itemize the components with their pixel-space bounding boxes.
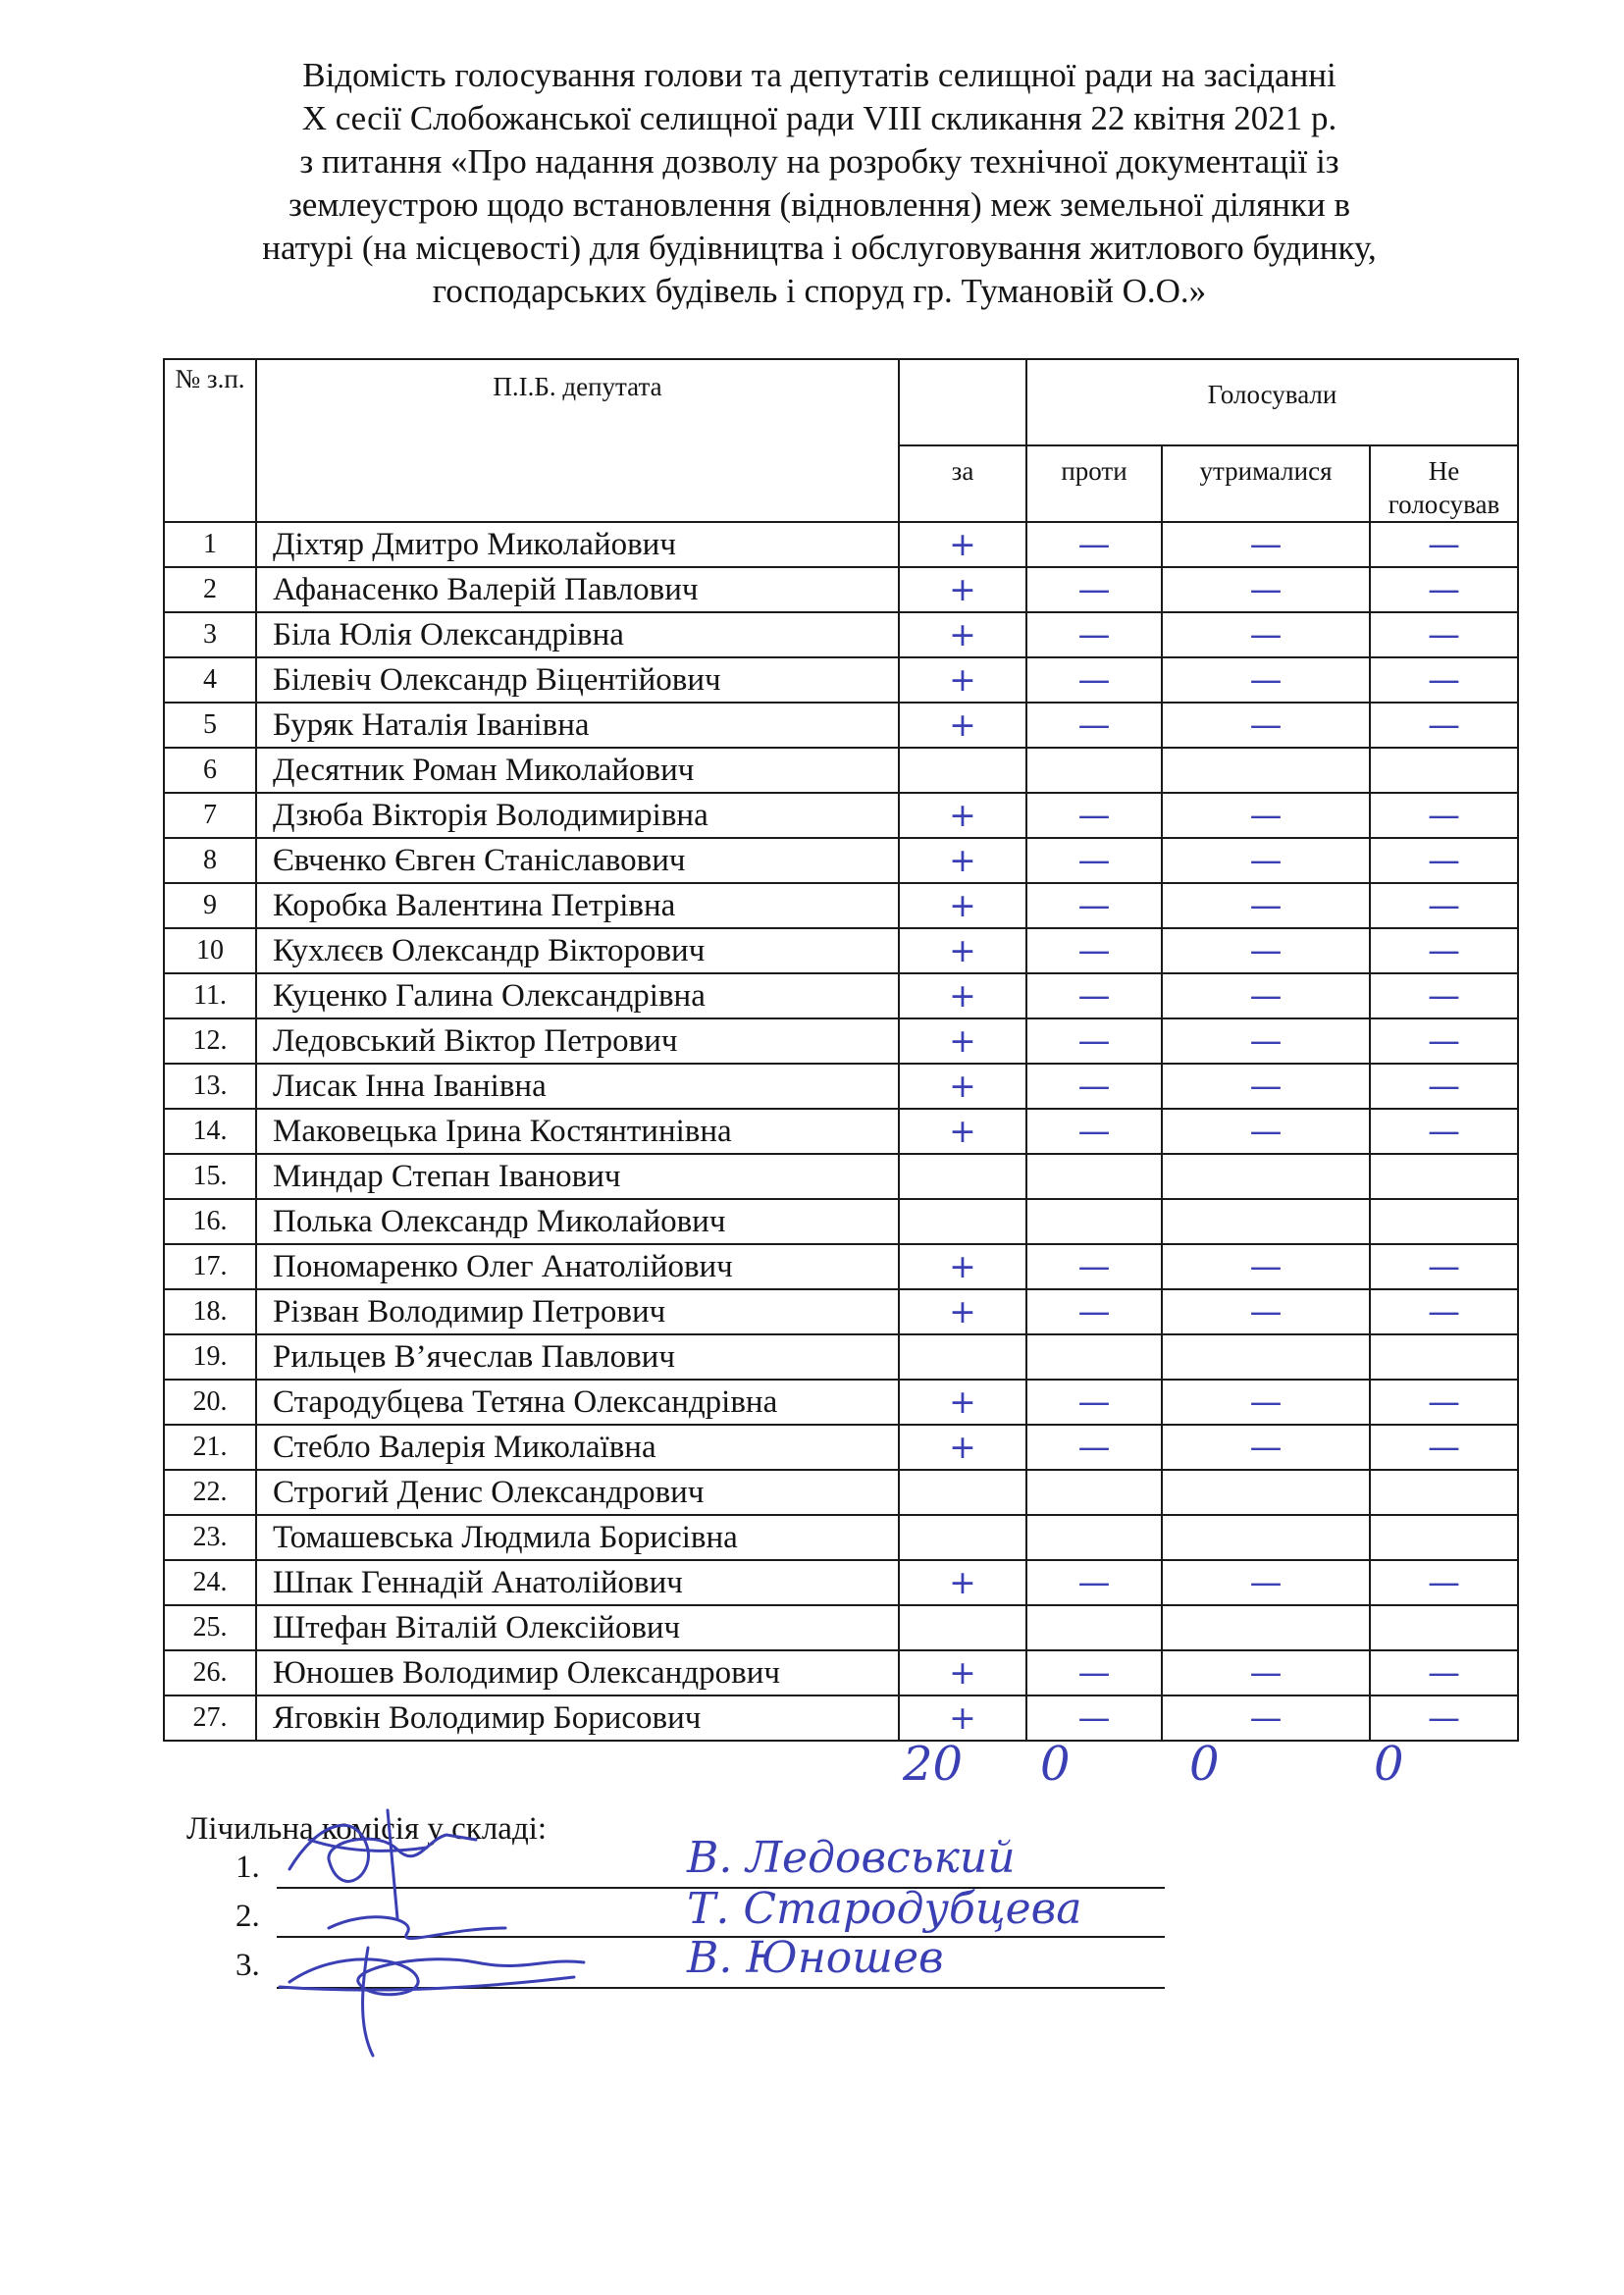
header-num: № з.п.: [164, 359, 256, 522]
header-utrymalysia: утрималися: [1162, 445, 1370, 522]
vote-utrymalysia: —: [1162, 973, 1370, 1018]
vote-proty: —: [1026, 838, 1162, 883]
header-name: П.І.Б. депутата: [256, 359, 899, 522]
vote-utrymalysia: —: [1162, 1018, 1370, 1064]
row-number: 23.: [164, 1515, 256, 1560]
header-proty: проти: [1026, 445, 1162, 522]
row-number: 1: [164, 522, 256, 567]
table-row: [164, 1244, 1518, 1289]
deputy-name: Штефан Віталій Олексійович: [256, 1605, 899, 1650]
row-number: 16.: [164, 1199, 256, 1244]
vote-proty: —: [1026, 1244, 1162, 1289]
vote-ne-holosuvav: [1370, 1199, 1518, 1244]
table-row: [164, 1515, 1518, 1560]
vote-ne-holosuvav: [1370, 1515, 1518, 1560]
deputy-name: Стародубцева Тетяна Олександрівна: [256, 1380, 899, 1425]
vote-utrymalysia: —: [1162, 1560, 1370, 1605]
commission-member-1-name: В. Ледовський: [687, 1833, 1016, 1883]
vote-za: +: [899, 928, 1026, 973]
vote-proty: [1026, 1154, 1162, 1199]
vote-utrymalysia: —: [1162, 1695, 1370, 1741]
deputy-name: Білевіч Олександр Віцентійович: [256, 657, 899, 703]
vote-za: [899, 1334, 1026, 1380]
row-number: 2: [164, 567, 256, 612]
table-row: [164, 928, 1518, 973]
vote-proty: [1026, 1605, 1162, 1650]
vote-ne-holosuvav: [1370, 1334, 1518, 1380]
vote-utrymalysia: —: [1162, 522, 1370, 567]
vote-utrymalysia: —: [1162, 1425, 1370, 1470]
table-row: [164, 838, 1518, 883]
deputy-name: Дзюба Вікторія Володимирівна: [256, 793, 899, 838]
total-za: 20: [903, 1737, 964, 1792]
vote-proty: —: [1026, 612, 1162, 657]
vote-za: +: [899, 1109, 1026, 1154]
vote-za: +: [899, 1650, 1026, 1695]
vote-utrymalysia: —: [1162, 657, 1370, 703]
vote-ne-holosuvav: —: [1370, 1695, 1518, 1741]
vote-proty: —: [1026, 1695, 1162, 1741]
header-ne-holosuvav: Не голосував: [1370, 445, 1518, 522]
vote-utrymalysia: [1162, 1199, 1370, 1244]
row-number: 24.: [164, 1560, 256, 1605]
vote-ne-holosuvav: —: [1370, 1650, 1518, 1695]
vote-ne-holosuvav: —: [1370, 973, 1518, 1018]
vote-za: +: [899, 1064, 1026, 1109]
deputy-name: Стебло Валерія Миколаївна: [256, 1425, 899, 1470]
table-row: [164, 567, 1518, 612]
vote-za: +: [899, 1695, 1026, 1741]
vote-proty: —: [1026, 1425, 1162, 1470]
vote-proty: —: [1026, 1560, 1162, 1605]
deputy-name: Буряк Наталія Іванівна: [256, 703, 899, 748]
deputy-name: Різван Володимир Петрович: [256, 1289, 899, 1334]
vote-utrymalysia: —: [1162, 567, 1370, 612]
table-row: [164, 1605, 1518, 1650]
table-row: [164, 1470, 1518, 1515]
row-number: 14.: [164, 1109, 256, 1154]
table-row: [164, 1695, 1518, 1741]
vote-utrymalysia: —: [1162, 883, 1370, 928]
document-header: [147, 54, 1492, 313]
deputy-name: Пономаренко Олег Анатолійович: [256, 1244, 899, 1289]
vote-utrymalysia: —: [1162, 1109, 1370, 1154]
total-ne-holosuvav: 0: [1374, 1737, 1404, 1792]
table-row: [164, 1425, 1518, 1470]
header-empty-za-top: [899, 359, 1026, 445]
vote-za: [899, 1154, 1026, 1199]
table-row: [164, 793, 1518, 838]
deputy-name: Полька Олександр Миколайович: [256, 1199, 899, 1244]
row-number: 10: [164, 928, 256, 973]
header-line-4: землеустрою щодо встановлення (відновлення) меж земельної ділянки в: [288, 185, 1351, 224]
vote-proty: —: [1026, 883, 1162, 928]
table-row: [164, 883, 1518, 928]
deputy-name: Біла Юлія Олександрівна: [256, 612, 899, 657]
deputy-name: Томашевська Людмила Борисівна: [256, 1515, 899, 1560]
table-row: [164, 612, 1518, 657]
vote-za: [899, 748, 1026, 793]
deputy-name: Строгий Денис Олександрович: [256, 1470, 899, 1515]
vote-proty: [1026, 1199, 1162, 1244]
vote-ne-holosuvav: —: [1370, 928, 1518, 973]
row-number: 21.: [164, 1425, 256, 1470]
table-row: [164, 1334, 1518, 1380]
vote-proty: [1026, 1515, 1162, 1560]
deputy-name: Ледовський Віктор Петрович: [256, 1018, 899, 1064]
vote-za: [899, 1605, 1026, 1650]
vote-ne-holosuvav: —: [1370, 838, 1518, 883]
vote-proty: —: [1026, 1380, 1162, 1425]
vote-proty: —: [1026, 1018, 1162, 1064]
vote-proty: —: [1026, 1064, 1162, 1109]
vote-proty: [1026, 1470, 1162, 1515]
vote-proty: —: [1026, 703, 1162, 748]
row-number: 13.: [164, 1064, 256, 1109]
row-number: 7: [164, 793, 256, 838]
deputy-name: Юношев Володимир Олександрович: [256, 1650, 899, 1695]
header-line-1: Відомість голосування голови та депутатів селищної ради на засіданні: [302, 56, 1336, 94]
table-row: [164, 657, 1518, 703]
voting-table: [163, 358, 1519, 1742]
vote-ne-holosuvav: —: [1370, 703, 1518, 748]
row-number: 22.: [164, 1470, 256, 1515]
commission-member-3-name: В. Юношев: [687, 1933, 944, 1983]
vote-utrymalysia: —: [1162, 1064, 1370, 1109]
row-number: 15.: [164, 1154, 256, 1199]
header-voted: Голосували: [1026, 359, 1518, 445]
table-row: [164, 1650, 1518, 1695]
vote-ne-holosuvav: [1370, 1470, 1518, 1515]
table-row: [164, 1560, 1518, 1605]
vote-za: +: [899, 522, 1026, 567]
vote-ne-holosuvav: —: [1370, 1560, 1518, 1605]
vote-ne-holosuvav: —: [1370, 1289, 1518, 1334]
vote-ne-holosuvav: —: [1370, 1380, 1518, 1425]
vote-ne-holosuvav: —: [1370, 522, 1518, 567]
row-number: 9: [164, 883, 256, 928]
deputy-name: Куценко Галина Олександрівна: [256, 973, 899, 1018]
table-row: [164, 703, 1518, 748]
vote-utrymalysia: —: [1162, 838, 1370, 883]
vote-za: +: [899, 612, 1026, 657]
header-line-3: з питання «Про надання дозволу на розробку технічної документації із: [299, 142, 1339, 181]
vote-proty: —: [1026, 522, 1162, 567]
vote-ne-holosuvav: —: [1370, 1244, 1518, 1289]
vote-proty: —: [1026, 657, 1162, 703]
vote-za: +: [899, 1289, 1026, 1334]
row-number: 19.: [164, 1334, 256, 1380]
vote-za: [899, 1199, 1026, 1244]
deputy-name: Кухлєєв Олександр Вікторович: [256, 928, 899, 973]
vote-ne-holosuvav: —: [1370, 1018, 1518, 1064]
vote-za: +: [899, 703, 1026, 748]
vote-ne-holosuvav: —: [1370, 883, 1518, 928]
handwritten-signatures: [250, 1781, 662, 2065]
table-row: [164, 1064, 1518, 1109]
row-number: 8: [164, 838, 256, 883]
table-row: [164, 973, 1518, 1018]
table-row: [164, 522, 1518, 567]
row-number: 11.: [164, 973, 256, 1018]
vote-utrymalysia: [1162, 1515, 1370, 1560]
deputy-name: Діхтяр Дмитро Миколайович: [256, 522, 899, 567]
vote-za: +: [899, 1425, 1026, 1470]
vote-utrymalysia: —: [1162, 1650, 1370, 1695]
vote-utrymalysia: —: [1162, 793, 1370, 838]
vote-utrymalysia: —: [1162, 612, 1370, 657]
table-row: [164, 748, 1518, 793]
vote-za: +: [899, 657, 1026, 703]
row-number: 17.: [164, 1244, 256, 1289]
vote-za: [899, 1470, 1026, 1515]
vote-proty: —: [1026, 1109, 1162, 1154]
vote-proty: —: [1026, 793, 1162, 838]
header-line-6: господарських будівель і споруд гр. Тумановій О.О.»: [432, 272, 1207, 310]
vote-utrymalysia: —: [1162, 703, 1370, 748]
commission-label: Лічильна комісія у складі:: [186, 1811, 548, 1847]
deputy-name: Миндар Степан Іванович: [256, 1154, 899, 1199]
vote-za: [899, 1515, 1026, 1560]
deputy-name: Шпак Геннадій Анатолійович: [256, 1560, 899, 1605]
vote-za: +: [899, 1560, 1026, 1605]
vote-utrymalysia: [1162, 1605, 1370, 1650]
vote-ne-holosuvav: [1370, 748, 1518, 793]
vote-za: +: [899, 1244, 1026, 1289]
row-number: 26.: [164, 1650, 256, 1695]
vote-za: +: [899, 793, 1026, 838]
vote-utrymalysia: —: [1162, 1244, 1370, 1289]
vote-ne-holosuvav: —: [1370, 567, 1518, 612]
vote-za: +: [899, 1018, 1026, 1064]
row-number: 4: [164, 657, 256, 703]
commission-member-3-num: 3.: [236, 1948, 260, 1983]
deputy-name: Коробка Валентина Петрівна: [256, 883, 899, 928]
vote-proty: —: [1026, 928, 1162, 973]
deputy-name: Рильцев В’ячеслав Павлович: [256, 1334, 899, 1380]
vote-ne-holosuvav: —: [1370, 1109, 1518, 1154]
deputy-name: Яговкін Володимир Борисович: [256, 1695, 899, 1741]
vote-proty: [1026, 748, 1162, 793]
commission-member-2-name: Т. Стародубцева: [687, 1884, 1082, 1934]
total-utrymalysia: 0: [1189, 1737, 1220, 1792]
vote-ne-holosuvav: —: [1370, 1064, 1518, 1109]
header-za: за: [899, 445, 1026, 522]
deputy-name: Десятник Роман Миколайович: [256, 748, 899, 793]
vote-za: +: [899, 838, 1026, 883]
vote-ne-holosuvav: —: [1370, 657, 1518, 703]
row-number: 5: [164, 703, 256, 748]
vote-proty: —: [1026, 567, 1162, 612]
row-number: 25.: [164, 1605, 256, 1650]
row-number: 20.: [164, 1380, 256, 1425]
table-row: [164, 1199, 1518, 1244]
vote-utrymalysia: [1162, 1470, 1370, 1515]
vote-ne-holosuvav: —: [1370, 793, 1518, 838]
header-line-2: X сесії Слобожанської селищної ради VIII скликання 22 квітня 2021 р.: [301, 99, 1337, 137]
vote-utrymalysia: [1162, 748, 1370, 793]
commission-member-1-num: 1.: [236, 1850, 260, 1885]
row-number: 27.: [164, 1695, 256, 1741]
deputy-name: Афанасенко Валерій Павлович: [256, 567, 899, 612]
vote-za: +: [899, 883, 1026, 928]
row-number: 18.: [164, 1289, 256, 1334]
vote-za: +: [899, 1380, 1026, 1425]
table-row: [164, 1289, 1518, 1334]
vote-utrymalysia: —: [1162, 928, 1370, 973]
deputy-name: Лисак Інна Іванівна: [256, 1064, 899, 1109]
header-line-5: натурі (на місцевості) для будівництва і обслуговування житлового будинку,: [262, 229, 1377, 267]
commission-member-2-num: 2.: [236, 1899, 260, 1934]
table-row: [164, 1154, 1518, 1199]
table-row: [164, 1018, 1518, 1064]
vote-utrymalysia: —: [1162, 1380, 1370, 1425]
vote-za: +: [899, 973, 1026, 1018]
vote-ne-holosuvav: —: [1370, 612, 1518, 657]
vote-utrymalysia: [1162, 1154, 1370, 1199]
vote-ne-holosuvav: [1370, 1605, 1518, 1650]
vote-utrymalysia: —: [1162, 1289, 1370, 1334]
vote-proty: —: [1026, 973, 1162, 1018]
row-number: 6: [164, 748, 256, 793]
deputy-name: Маковецька Ірина Костянтинівна: [256, 1109, 899, 1154]
table-row: [164, 1109, 1518, 1154]
vote-za: +: [899, 567, 1026, 612]
vote-proty: —: [1026, 1289, 1162, 1334]
vote-utrymalysia: [1162, 1334, 1370, 1380]
row-number: 3: [164, 612, 256, 657]
total-proty: 0: [1040, 1737, 1071, 1792]
vote-proty: —: [1026, 1650, 1162, 1695]
vote-ne-holosuvav: —: [1370, 1425, 1518, 1470]
row-number: 12.: [164, 1018, 256, 1064]
table-row: [164, 1380, 1518, 1425]
deputy-name: Євченко Євген Станіславович: [256, 838, 899, 883]
vote-ne-holosuvav: [1370, 1154, 1518, 1199]
vote-proty: [1026, 1334, 1162, 1380]
